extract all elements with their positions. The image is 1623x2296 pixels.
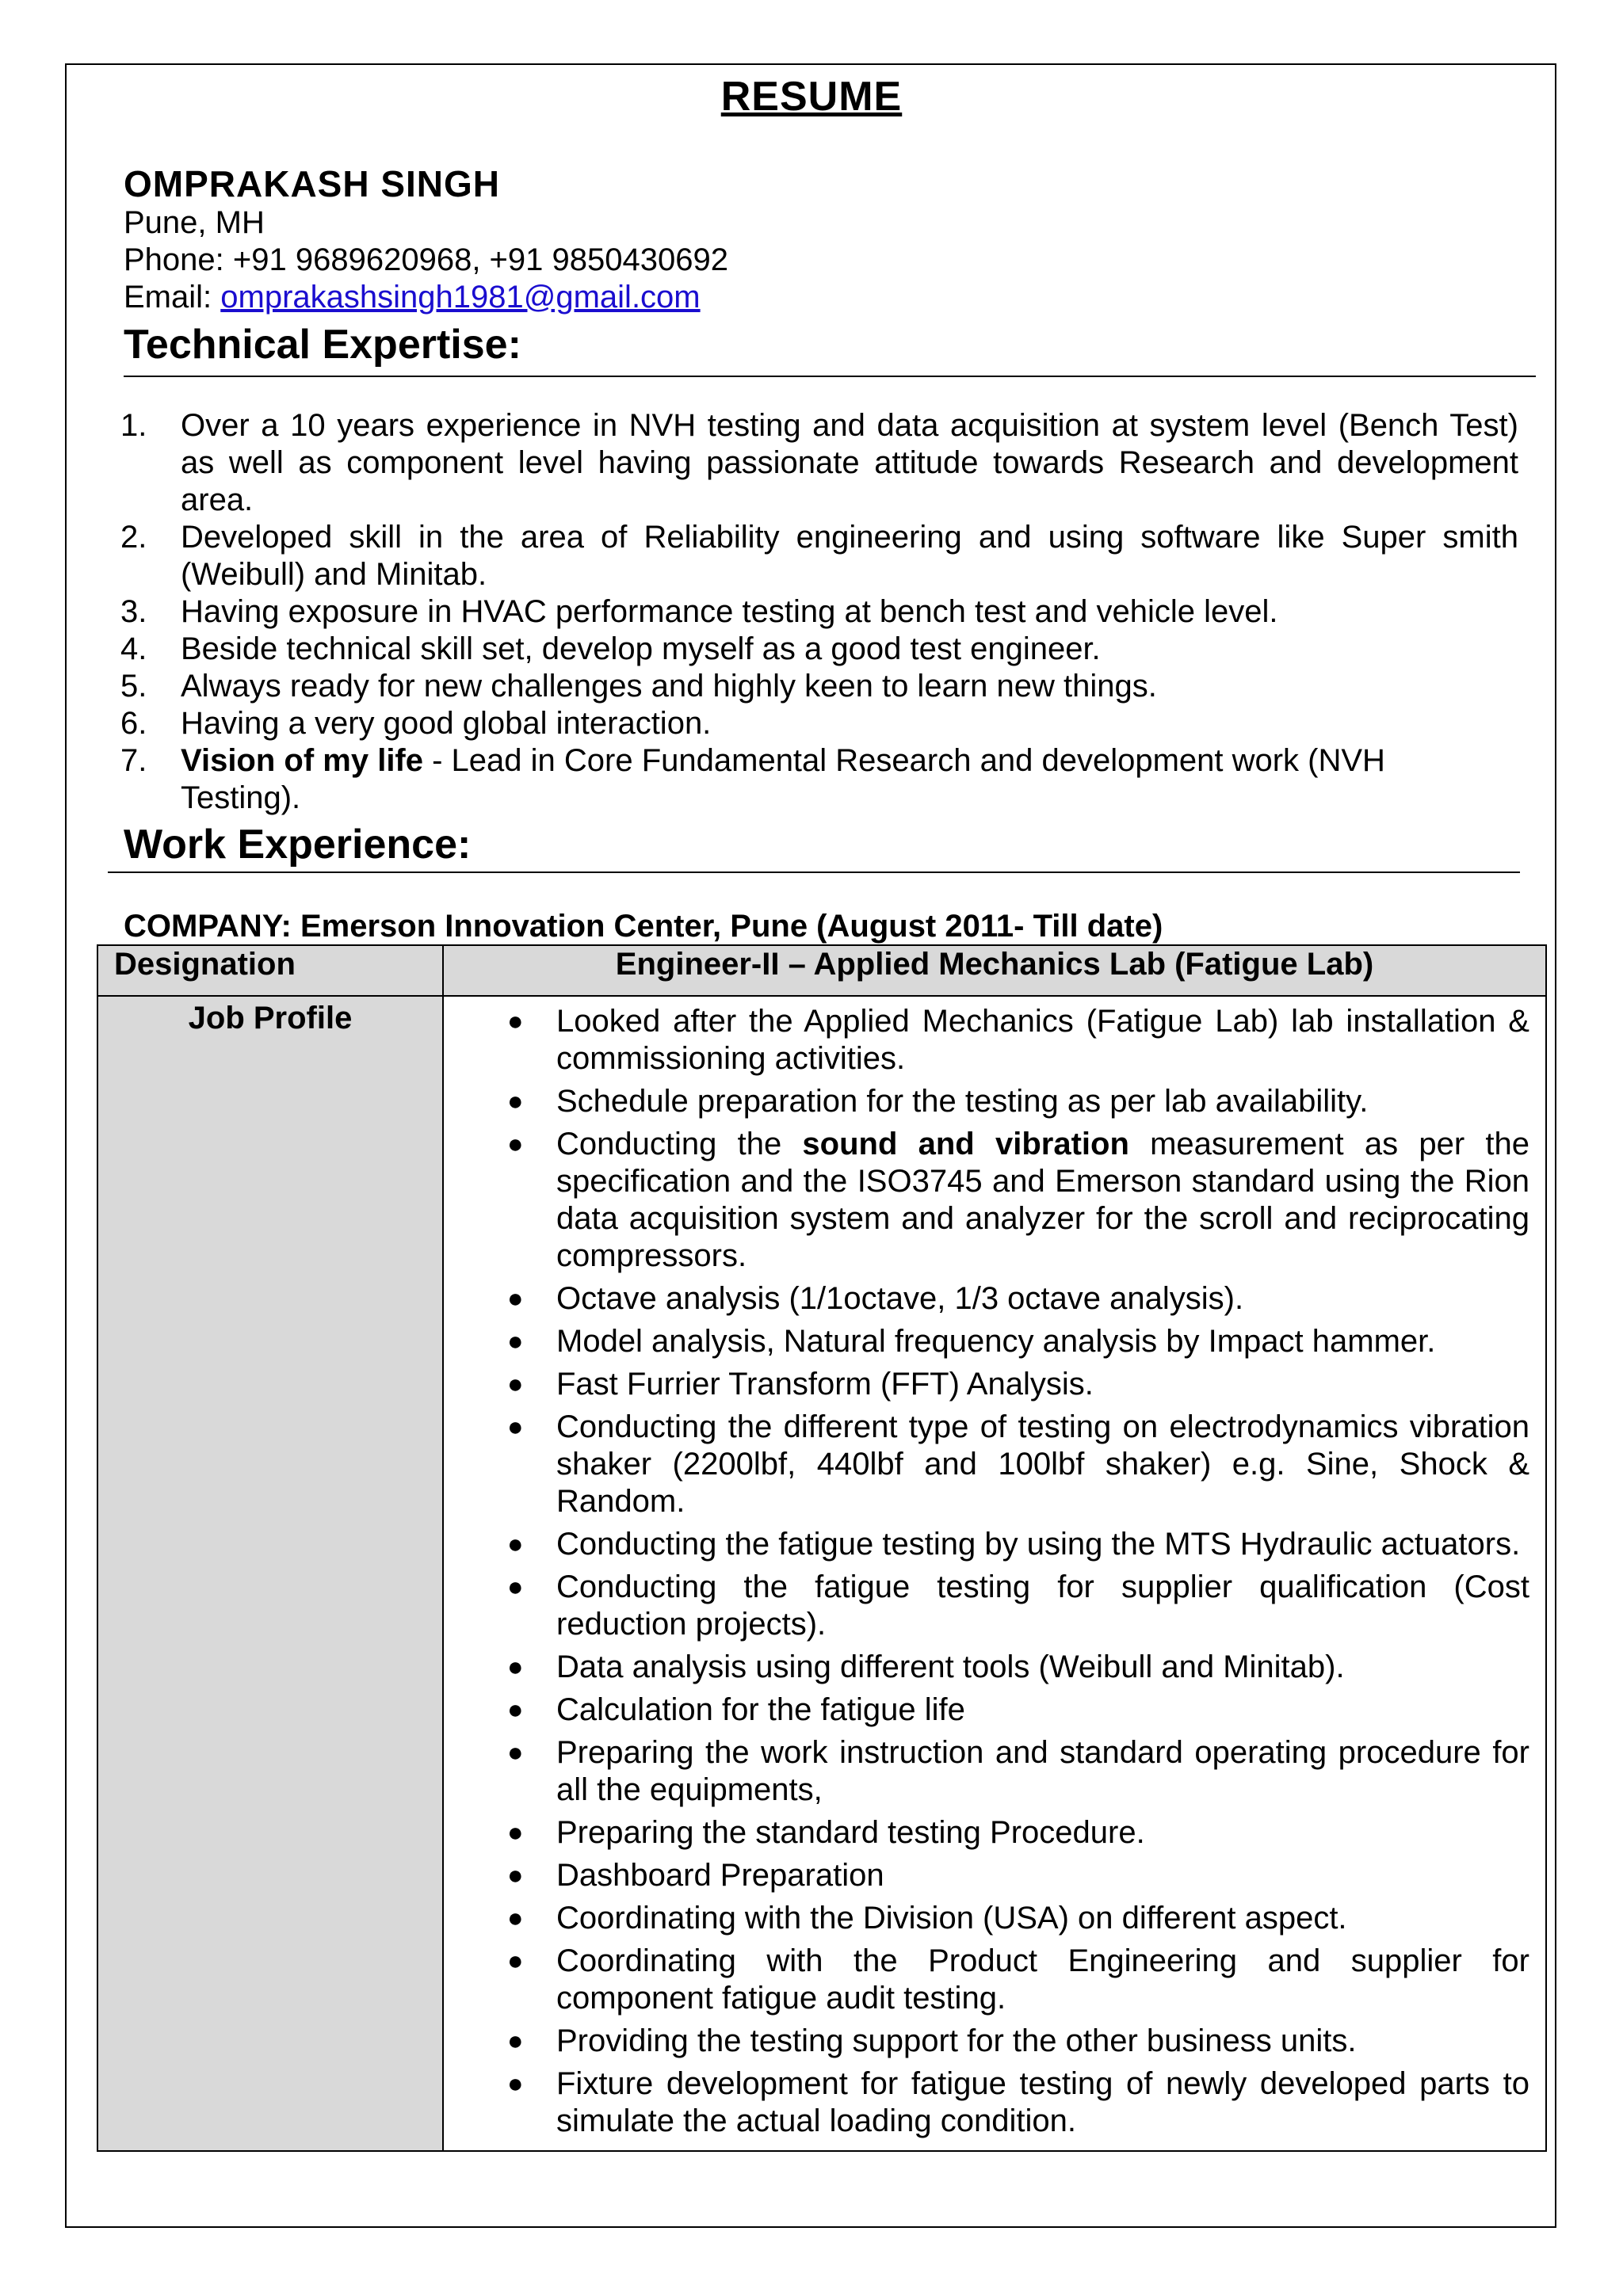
duty-item [444,1857,1529,1894]
phone-line [124,242,728,279]
job-profile-row [97,996,1546,2151]
expertise-item [120,519,1518,593]
expertise-item-text: Having a very good global interaction. [181,706,712,741]
duty-text: Conducting the fatigue testing for supplier qualification (Cost reduction projects). [556,1569,1529,1642]
duty-item [444,1366,1529,1403]
bullet-icon: ● [507,2069,524,2099]
email-label: Email: [124,280,212,315]
duty-item [444,1083,1529,1120]
technical-rule [124,376,1536,377]
duty-text: Data analysis using different tools (Weibull and Minitab). [556,1650,1345,1684]
location: Pune, MH [124,205,265,240]
work-experience-heading: Work Experience: [124,822,472,868]
duty-text: Schedule preparation for the testing as per lab availability. [556,1084,1369,1119]
expertise-item-text: Beside technical skill set, develop myself as a good test engineer. [181,631,1101,666]
work-rule [108,871,1520,873]
bullet-icon: ● [507,1860,524,1890]
bullet-icon: ● [507,1412,524,1442]
vision-label: Vision of my life [181,743,423,778]
designation-row [97,945,1546,996]
bullet-icon: ● [507,1695,524,1725]
bullet-icon: ● [507,1652,524,1682]
expertise-item-number: 6. [120,706,147,741]
bullet-icon: ● [507,1737,524,1768]
duty-item [444,1569,1529,1643]
job-table [97,944,1547,2152]
duty-text: Preparing the work instruction and standard operating procedure for all the equipments, [556,1735,1529,1807]
duty-item [444,1526,1529,1563]
expertise-item-number: 4. [120,631,147,666]
duty-item [444,1003,1529,1077]
duty-item [444,2065,1529,2140]
duty-item [444,1691,1529,1729]
expertise-item-text: Having exposure in HVAC performance testing at bench test and vehicle level. [181,594,1278,629]
bullet-icon: ● [507,1946,524,1976]
duty-item [444,1734,1529,1809]
duty-item [444,1943,1529,2017]
duty-item [444,2023,1529,2060]
duty-text: Coordinating with the Product Engineering and supplier for component fatigue audit testing. [556,1943,1529,2016]
bullet-icon: ● [507,1369,524,1399]
expertise-item-number: 5. [120,669,147,704]
expertise-item [120,705,1518,742]
email-link[interactable]: omprakashsingh1981@gmail.com [220,280,701,315]
job-profile-label: Job Profile [97,996,443,2151]
duties-list [444,997,1545,2150]
job-profile-cell [443,996,1546,2151]
duty-item [444,1814,1529,1852]
bullet-icon: ● [507,1086,524,1116]
duty-item [444,1649,1529,1686]
bullet-icon: ● [507,1529,524,1559]
expertise-item [120,407,1518,519]
email-line [124,279,728,316]
contact-block [124,162,728,316]
expertise-item [120,593,1518,631]
expertise-item [120,668,1518,705]
duty-item [444,1323,1529,1360]
duty-item [444,1126,1529,1275]
company-line: COMPANY: Emerson Innovation Center, Pune (August 2011- Till date) [124,909,1163,944]
duty-text: Conducting the different type of testing on electrodynamics vibration shaker (2200lbf, 440lbf and 100lbf shaker) e.g. Sine, Shock & Random. [556,1409,1529,1519]
vision-continuation [120,780,1518,817]
designation-label: Designation [97,945,443,996]
candidate-name: OMPRAKASH SINGH [124,163,501,204]
duty-text: Looked after the Applied Mechanics (Fatigue Lab) lab installation & commissioning activities. [556,1004,1529,1076]
bullet-icon: ● [507,1572,524,1602]
duty-text: Providing the testing support for the other business units. [556,2023,1357,2058]
duty-item [444,1900,1529,1937]
expertise-item-text: Over a 10 years experience in NVH testing and data acquisition at system level (Bench Test) as well as component level having passionate attitude towards Research and development area. [181,408,1518,517]
phone-label: Phone: [124,242,224,277]
duty-text: Fast Furrier Transform (FFT) Analysis. [556,1367,1094,1402]
bullet-icon: ● [507,1129,524,1159]
duty-text: Conducting the sound and vibration measurement as per the specification and the ISO3745 and Emerson standard using the Rion data acquisition system and analyzer for the scroll and reciprocating compressors. [556,1127,1529,1273]
duty-item [444,1409,1529,1520]
bullet-icon: ● [507,2026,524,2056]
vision-continuation-text: Testing). [181,780,301,815]
expertise-item-number: 7. [120,743,147,778]
vision-text: - Lead in Core Fundamental Research and development work (NVH [423,743,1385,778]
duty-text: Coordinating with the Division (USA) on different aspect. [556,1901,1347,1936]
technical-expertise-heading: Technical Expertise: [124,322,521,368]
designation-value: Engineer-II – Applied Mechanics Lab (Fatigue Lab) [443,945,1546,996]
bullet-icon: ● [507,1283,524,1314]
technical-expertise-list [120,407,1518,817]
expertise-item [120,631,1518,668]
expertise-item-text: Developed skill in the area of Reliability engineering and using software like Super smith (Weibull) and Minitab. [181,520,1518,592]
bullet-icon: ● [507,1817,524,1848]
duty-text: Calculation for the fatigue life [556,1692,965,1727]
duty-text: Conducting the fatigue testing by using the MTS Hydraulic actuators. [556,1527,1521,1562]
bullet-icon: ● [507,1903,524,1933]
duty-text: Fixture development for fatigue testing of newly developed parts to simulate the actual loading condition. [556,2066,1529,2138]
bullet-icon: ● [507,1006,524,1036]
bullet-icon: ● [507,1326,524,1356]
duty-text: Model analysis, Natural frequency analysis by Impact hammer. [556,1324,1436,1359]
expertise-item-vision [120,742,1518,780]
expertise-item-text: Always ready for new challenges and highly keen to learn new things. [181,669,1157,704]
duty-text: Dashboard Preparation [556,1858,884,1893]
phone-numbers: +91 9689620968, +91 9850430692 [232,242,728,277]
duty-emphasis: sound and vibration [802,1127,1129,1161]
duty-text: Octave analysis (1/1octave, 1/3 octave analysis). [556,1281,1244,1316]
duty-text: Preparing the standard testing Procedure. [556,1815,1145,1850]
expertise-item-number: 1. [120,408,147,443]
document-title: RESUME [720,74,903,120]
duty-item [444,1280,1529,1318]
expertise-item-number: 3. [120,594,147,629]
expertise-item-number: 2. [120,520,147,555]
